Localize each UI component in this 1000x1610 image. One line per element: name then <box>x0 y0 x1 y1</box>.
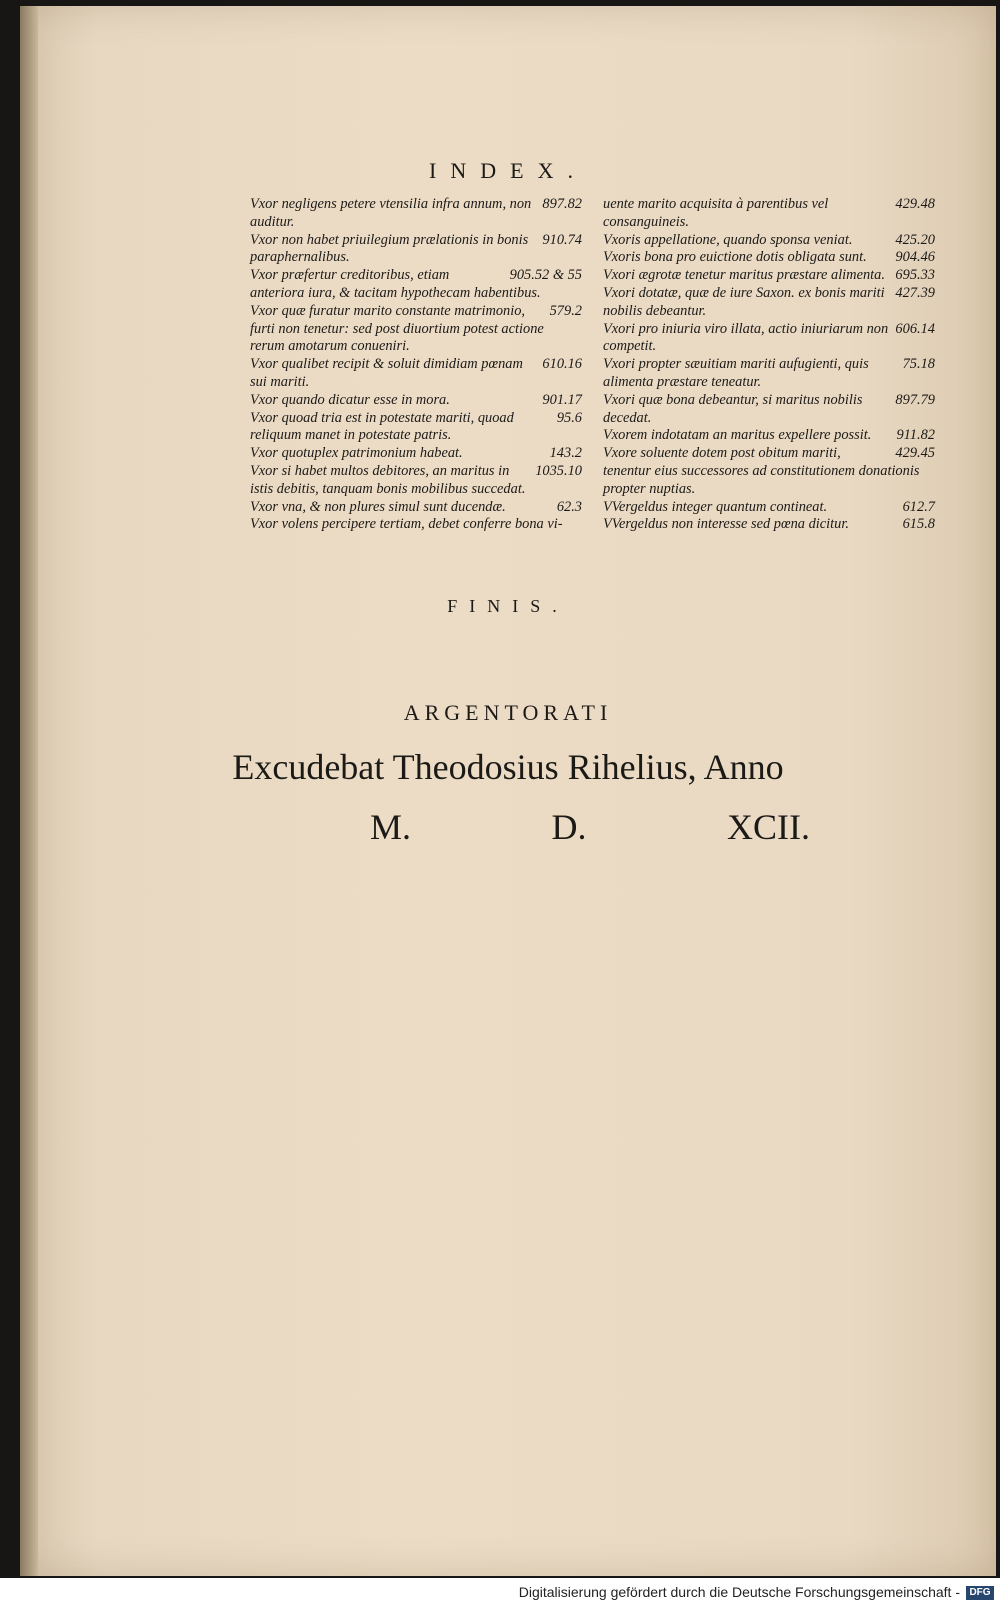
index-entry <box>603 249 935 267</box>
index-entry-page-ref: 905.52 & 55 <box>509 267 582 284</box>
index-entry <box>250 232 582 268</box>
index-entry-page-ref: 901.17 <box>542 391 582 408</box>
imprint-year-part: D. <box>551 807 587 847</box>
index-entry-text: Vxori ægrotæ tenetur maritus præstare alimenta. <box>603 267 885 284</box>
index-entry <box>250 516 582 534</box>
index-entry-text: Vxor quotuplex patrimonium habeat. <box>250 445 463 462</box>
index-entry <box>250 463 582 499</box>
index-entry-text: uente marito acquisita à parentibus vel consanguineis. <box>603 196 829 230</box>
index-entry <box>603 445 935 498</box>
index-entry-text: VVergeldus non interesse sed pœna dicitur. <box>603 516 849 533</box>
index-entry <box>603 499 935 517</box>
index-entry <box>603 427 935 445</box>
index-entry-text: Vxor non habet priuilegium prælationis in bonis paraphernalibus. <box>250 231 529 266</box>
index-entry <box>250 445 582 463</box>
index-entry-page-ref: 1035.10 <box>535 462 582 479</box>
imprint-year <box>370 806 810 848</box>
index-entry-text: Vxor volens percipere tertiam, debet conferre bona vi- <box>250 516 563 533</box>
index-entry-text: Vxor qualibet recipit & soluit dimidiam pœnam sui mariti. <box>250 356 523 390</box>
finis-label: FINIS. <box>447 596 569 616</box>
digitization-footer <box>0 1578 1000 1610</box>
index-entry-page-ref: 897.79 <box>895 391 935 408</box>
index-entry-text: VVergeldus integer quantum contineat. <box>603 498 828 515</box>
book-page <box>20 6 996 1576</box>
index-entry <box>603 232 935 250</box>
imprint-year-part: XCII. <box>726 807 810 847</box>
index-entry-page-ref: 612.7 <box>902 498 935 515</box>
index-entry-page-ref: 615.8 <box>902 516 935 533</box>
index-entry <box>250 267 582 303</box>
index-entry-page-ref: 143.2 <box>549 445 582 462</box>
index-entry <box>603 392 935 428</box>
index-entry-page-ref: 606.14 <box>895 320 935 337</box>
index-entry <box>250 356 582 392</box>
index-column-right <box>603 196 935 534</box>
index-entry-page-ref: 95.6 <box>556 409 582 426</box>
index-entry-page-ref: 897.82 <box>542 196 582 212</box>
index-entry-text: Vxor si habet multos debitores, an maritus in istis debitis, tanquam bonis mobilibus succedat. <box>250 462 526 497</box>
index-entry-page-ref: 911.82 <box>896 427 935 444</box>
index-entry-page-ref: 910.74 <box>542 231 582 248</box>
index-entry-text: Vxor quando dicatur esse in mora. <box>250 391 450 408</box>
dfg-logo-icon: DFG <box>966 1586 994 1600</box>
index-entry-text: Vxore soluente dotem post obitum mariti, tenentur eius successores ad constitutionem donationis propter nuptias. <box>603 445 920 497</box>
index-entry-page-ref: 425.20 <box>895 231 935 248</box>
index-entry-text: Vxorem indotatam an maritus expellere possit. <box>603 427 872 444</box>
index-entry <box>603 267 935 285</box>
index-entry <box>603 285 935 321</box>
footer-credit: Digitalisierung gefördert durch die Deutsche Forschungsgemeinschaft - <box>518 1584 960 1600</box>
index-entry-page-ref: 75.18 <box>902 356 935 373</box>
index-entry <box>603 356 935 392</box>
index-entry-text: Vxor negligens petere vtensilia infra annum, non auditur. <box>250 196 532 230</box>
imprint-printer: Excudebat Theodosius Rihelius, Anno <box>232 747 784 787</box>
index-entry-page-ref: 429.45 <box>895 445 935 462</box>
index-entry <box>250 196 582 232</box>
index-entry-page-ref: 610.16 <box>542 356 582 373</box>
index-entry-text: Vxor præfertur creditoribus, etiam anteriora iura, & tacitam hypothecam habentibus. <box>250 267 541 301</box>
index-entry <box>250 392 582 410</box>
index-entry-text: Vxori pro iniuria viro illata, actio iniuriarum non competit. <box>603 320 889 355</box>
index-entry-text: Vxor quoad tria est in potestate mariti, quoad reliquum manet in potestate patris. <box>250 409 514 444</box>
index-entry-page-ref: 427.39 <box>895 284 935 301</box>
imprint-city: ARGENTORATI <box>403 700 613 725</box>
index-entry-text: Vxori propter sæuitiam mariti aufugienti, quis alimenta præstare teneatur. <box>603 356 869 390</box>
index-entry-text: Vxor vna, & non plures simul sunt ducendæ. <box>250 498 506 515</box>
index-entry-page-ref: 429.48 <box>895 196 935 212</box>
index-entry <box>250 303 582 356</box>
index-entry-text: Vxori quæ bona debeantur, si maritus nobilis decedat. <box>603 391 863 426</box>
page-edge <box>20 6 38 1576</box>
index-entry-text: Vxoris appellatione, quando sponsa veniat. <box>603 231 853 248</box>
imprint-year-part: M. <box>370 807 412 847</box>
index-entry-text: Vxori dotatæ, quæ de iure Saxon. ex bonis mariti nobilis debeantur. <box>603 284 885 319</box>
index-entry-page-ref: 579.2 <box>549 302 582 319</box>
index-entry <box>603 516 935 534</box>
index-entry <box>250 410 582 446</box>
index-entry-page-ref: 695.33 <box>895 267 935 284</box>
index-entry <box>250 499 582 517</box>
index-entry-text: Vxor quæ furatur marito constante matrimonio, furti non tenetur: sed post diuortium potest actione rerum amotarum conueniri. <box>250 302 544 355</box>
index-entry-text: Vxoris bona pro euictione dotis obligata sunt. <box>603 249 867 266</box>
index-heading: INDEX. <box>429 158 587 183</box>
index-column-left <box>250 196 582 534</box>
index-entry <box>603 196 935 232</box>
index-entry-page-ref: 62.3 <box>556 498 582 515</box>
index-entry <box>603 321 935 357</box>
index-entry-page-ref: 904.46 <box>895 249 935 266</box>
